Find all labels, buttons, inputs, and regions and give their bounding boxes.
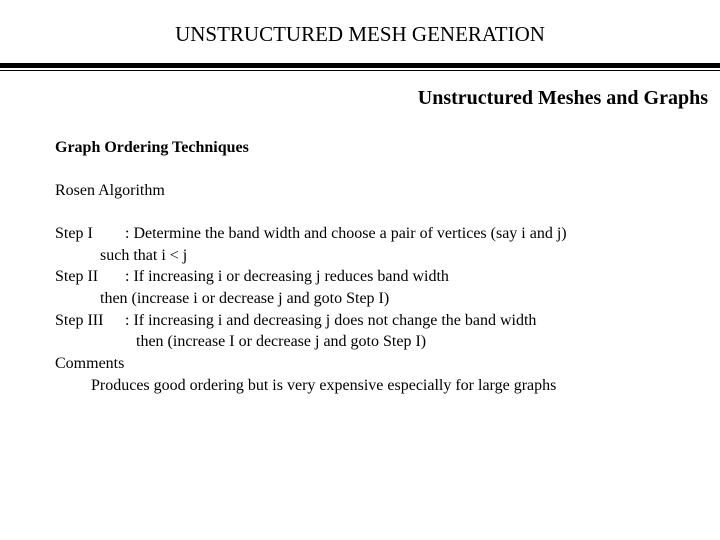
step-3-line (55, 310, 536, 331)
step-3-continuation: then (increase I or decrease j and goto Step I) (136, 333, 427, 350)
comments-label: Comments (55, 355, 125, 372)
step-1-label: Step I (55, 225, 93, 242)
section-heading: Graph Ordering Techniques (55, 139, 249, 156)
step-3-label: Step III (55, 312, 104, 329)
algorithm-name: Rosen Algorithm (55, 182, 165, 199)
step-1-line (55, 223, 567, 244)
step-2-line (55, 266, 449, 287)
slide-subtitle: Unstructured Meshes and Graphs (417, 87, 708, 109)
header-rule-thin (0, 70, 720, 71)
step-2-text: : If increasing i or decreasing j reduces band width (125, 268, 449, 285)
header-rule-thick (0, 63, 720, 68)
step-3-text: : If increasing i and decreasing j does not change the band width (125, 312, 537, 329)
header-title: UNSTRUCTURED MESH GENERATION (175, 22, 545, 46)
comments-text: Produces good ordering but is very expensive especially for large graphs (91, 377, 557, 394)
step-1-continuation: such that i < j (100, 247, 188, 264)
step-2-label: Step II (55, 268, 99, 285)
step-2-continuation: then (increase i or decrease j and goto Step I) (100, 290, 390, 307)
step-1-text: : Determine the band width and choose a pair of vertices (say i and j) (125, 225, 567, 242)
